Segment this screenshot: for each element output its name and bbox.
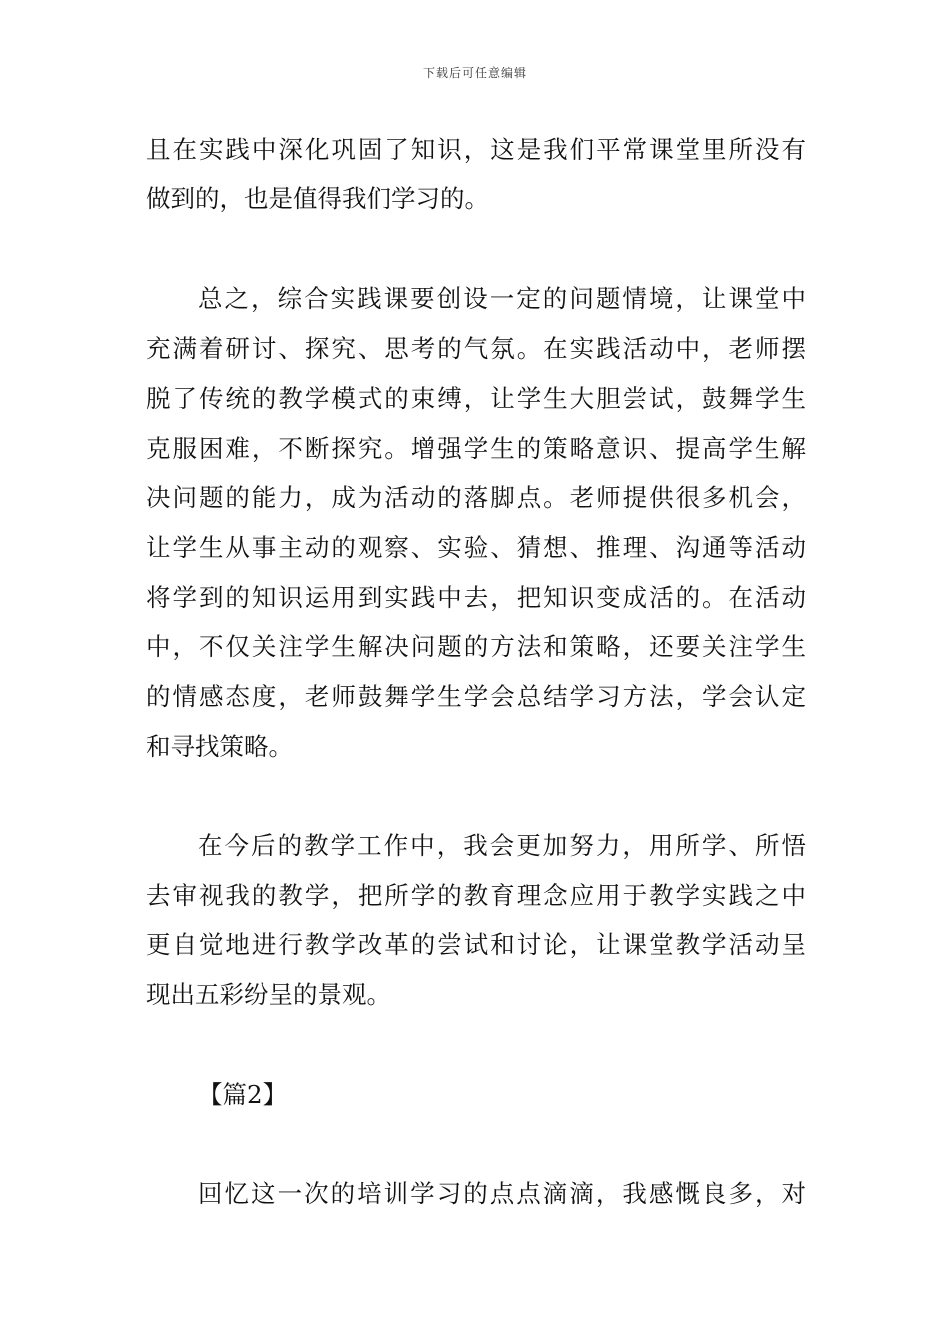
text-line: 且在实践中深化巩固了知识，这是我们平常课堂里所没有 (146, 135, 806, 164)
section-heading: 【篇2】 (198, 1080, 288, 1109)
text-line: 克服困难，不断探究。增强学生的策略意识、提高学生解 (146, 434, 806, 463)
text-line: 更自觉地进行教学改革的尝试和讨论，让课堂教学活动呈 (146, 930, 806, 959)
text-line: 和寻找策略。 (146, 732, 293, 761)
text-line: 在今后的教学工作中，我会更加努力，用所学、所悟 (198, 831, 806, 860)
text-line: 做到的，也是值得我们学习的。 (146, 184, 489, 213)
text-line: 回忆这一次的培训学习的点点滴滴，我感慨良多，对 (198, 1179, 806, 1208)
text-line: 决问题的能力，成为活动的落脚点。老师提供很多机会， (146, 483, 806, 512)
text-line: 将学到的知识运用到实践中去，把知识变成活的。在活动 (146, 583, 806, 612)
page-header: 下载后可任意编辑 (422, 66, 527, 80)
text-line: 的情感态度，老师鼓舞学生学会总结学习方法，学会认定 (146, 682, 806, 711)
text-line: 中，不仅关注学生解决问题的方法和策略，还要关注学生 (146, 632, 806, 661)
text-line: 总之，综合实践课要创设一定的问题情境，让课堂中 (198, 284, 806, 313)
text-line: 脱了传统的教学模式的束缚，让学生大胆尝试，鼓舞学生 (146, 384, 806, 413)
text-line: 现出五彩纷呈的景观。 (146, 980, 391, 1009)
text-line: 充满着研讨、探究、思考的气氛。在实践活动中，老师摆 (146, 334, 806, 363)
text-line: 让学生从事主动的观察、实验、猜想、推理、沟通等活动 (146, 533, 806, 562)
text-line: 去审视我的教学，把所学的教育理念应用于教学实践之中 (146, 881, 806, 910)
